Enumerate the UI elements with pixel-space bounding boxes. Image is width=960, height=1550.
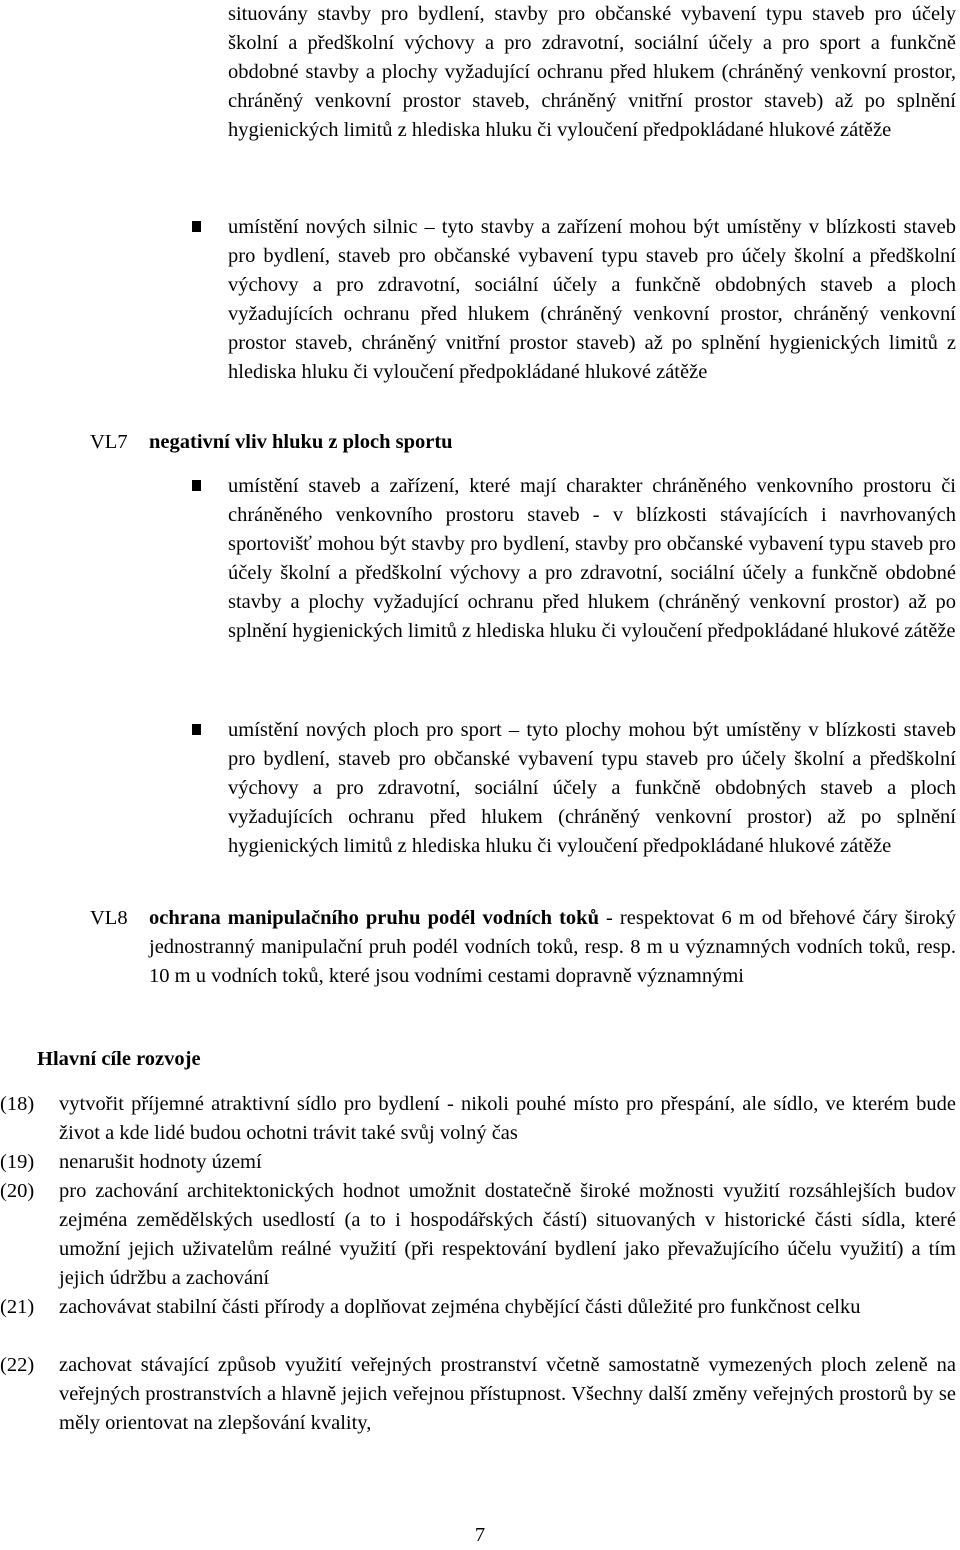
goal-number: (18) <box>0 1093 35 1115</box>
goal-text: nenarušit hodnoty území <box>59 1151 262 1173</box>
section-text: - respektovat 6 m od břehové čáry široký jednostranný manipulační pruh podél vodních toků, resp. 8 m u významných vodních toků, resp. 10 m u vodních toků, které jsou vodními cestami dopravně významnými <box>149 907 956 987</box>
goal-item <box>0 1293 956 1322</box>
bullet-item-vl7-1 <box>228 472 956 646</box>
goal-item <box>0 1177 956 1293</box>
page-number: 7 <box>474 1524 486 1546</box>
goal-item <box>0 1351 956 1438</box>
goal-number: (22) <box>0 1354 35 1376</box>
bullet-item-silnice <box>228 213 956 387</box>
goal-number: (20) <box>0 1180 35 1202</box>
goal-text: zachovat stávající způsob využití veřejných prostranství včetně samostatně vymezených ploch zeleně na veřejných prostranstvích a hlavně jejich veřejnou přístupnost. Všechny další změny veřejných prostorů by se měly orientovat na zlepšování kvality, <box>59 1354 956 1434</box>
square-bullet-icon <box>192 221 201 232</box>
section-heading: Hlavní cíle rozvoje <box>37 1048 201 1070</box>
section-title: negativní vliv hluku z ploch sportu <box>149 431 453 453</box>
goal-item <box>0 1090 956 1148</box>
bullet-text: umístění nových silnic – tyto stavby a zařízení mohou být umístěny v blízkosti staveb pro bydlení, staveb pro občanské vybavení typu staveb pro účely školní a předškolní výchovy a pro zdravotní, sociální účely a funkčně obdobných staveb a ploch vyžadujících ochranu před hlukem (chráněný venkovní prostor, chráněný venkovní prostor staveb, chráněný vnitřní prostor staveb) až po splnění hygienických limitů z hlediska hluku či vyloučení předpokládané hlukové zátěže <box>228 216 956 383</box>
continuation-paragraph: situovány stavby pro bydlení, stavby pro občanské vybavení typu staveb pro účely školní a předškolní výchovy a pro zdravotní, sociální účely a pro sport a funkčně obdobné stavby a plochy vyžadující ochranu před hlukem (chráněný venkovní prostor, chráněný venkovní prostor staveb, chráněný vnitřní prostor staveb) až po splnění hygienických limitů z hlediska hluku či vyloučení předpokládané hlukové zátěže <box>228 3 956 141</box>
section-title: ochrana manipulačního pruhu podél vodních toků <box>149 907 599 929</box>
goal-number: (21) <box>0 1296 35 1318</box>
bullet-text: umístění staveb a zařízení, které mají charakter chráněného venkovního prostoru či chráněného venkovního prostoru staveb - v blízkosti stávajících i navrhovaných sportovišť mohou být stavby pro bydlení, stavby pro občanské vybavení typu staveb pro účely školní a předškolní výchovy a pro zdravotní, sociální účely a funkčně obdobné stavby a plochy vyžadující ochranu před hlukem (chráněný venkovní prostor) až po splnění hygienických limitů z hlediska hluku či vyloučení předpokládané hlukové zátěže <box>228 475 956 642</box>
square-bullet-icon <box>192 480 201 491</box>
section-code: VL8 <box>90 907 128 929</box>
section-vl8 <box>90 904 956 991</box>
bullet-item-vl7-2 <box>228 716 956 861</box>
goal-item <box>0 1148 956 1177</box>
square-bullet-icon <box>192 724 201 735</box>
bullet-text: umístění nových ploch pro sport – tyto plochy mohou být umístěny v blízkosti staveb pro bydlení, staveb pro občanské vybavení typu staveb pro účely školní a předškolní výchovy a pro zdravotní, sociální účely a funkčně obdobných staveb a ploch vyžadujících ochranu před hlukem (chráněný venkovní prostor) až po splnění hygienických limitů z hlediska hluku či vyloučení předpokládané hlukové zátěže <box>228 719 956 857</box>
goal-number: (19) <box>0 1151 35 1173</box>
goal-text: vytvořit příjemné atraktivní sídlo pro bydlení - nikoli pouhé místo pro přespání, ale sídlo, ve kterém bude život a kde lidé budou ochotni trávit také svůj volný čas <box>59 1093 956 1144</box>
goal-text: zachovávat stabilní části přírody a doplňovat zejména chybějící části důležité pro funkčnost celku <box>59 1296 861 1318</box>
section-body <box>149 904 956 991</box>
section-vl7 <box>90 428 956 457</box>
section-code: VL7 <box>90 431 128 453</box>
goal-text: pro zachování architektonických hodnot umožnit dostatečně široké možnosti využití rozsáhlejších budov zejména zemědělských usedlostí (a to i hospodářských částí) situovaných v historické části sídla, které umožní jejich uživatelům reálné využití (při respektování bydlení jako převažujícího účelu využití) a tím jejich údržbu a zachování <box>59 1180 956 1289</box>
